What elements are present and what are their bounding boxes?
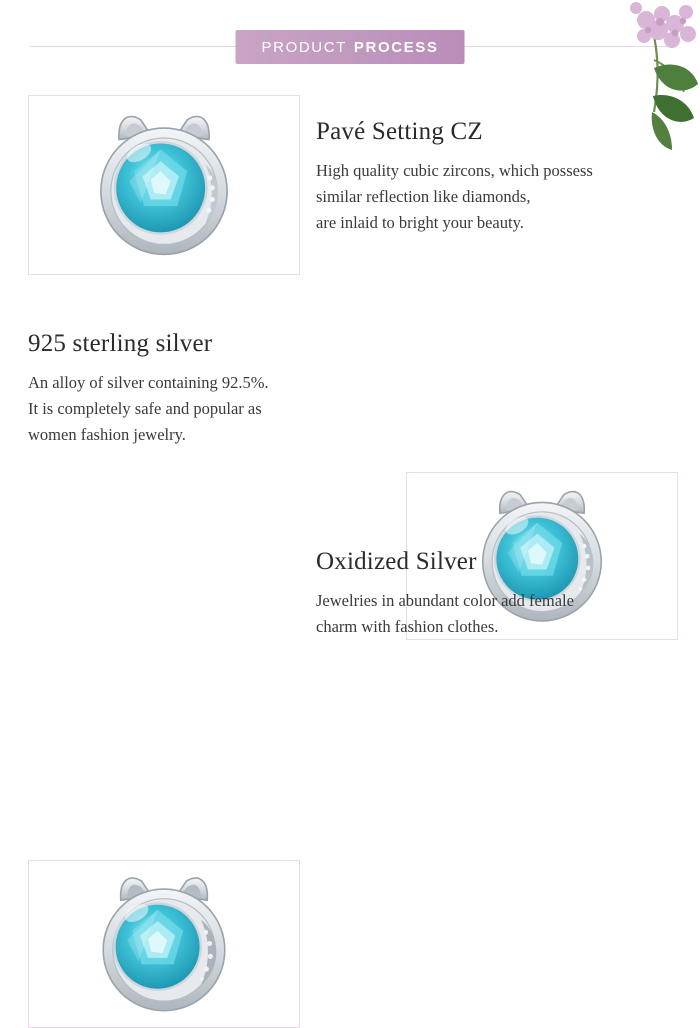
- section-line: It is completely safe and popular as: [28, 399, 262, 418]
- cat-charm-bead-icon: [80, 102, 248, 269]
- header-title-light: PRODUCT: [261, 38, 347, 56]
- section-925-sterling-silver: [28, 330, 388, 448]
- section-line: are inlaid to bright your beauty.: [316, 213, 524, 232]
- section-title: Pavé Setting CZ: [316, 118, 483, 145]
- header-banner: [236, 30, 465, 64]
- header-title-bold: PROCESS: [353, 38, 439, 56]
- section-pave-setting-cz: [316, 118, 686, 236]
- section-title: Oxidized Silver: [316, 548, 477, 575]
- section-line: An alloy of silver containing 92.5%.: [28, 373, 269, 392]
- section-line: charm with fashion clothes.: [316, 617, 499, 636]
- section-line: Jewelries in abundant color add female: [316, 591, 574, 610]
- section-line: similar reflection like diamonds,: [316, 187, 531, 206]
- cat-charm-bead-icon: [84, 864, 244, 1025]
- product-photo-3: [28, 860, 300, 1028]
- product-photo-1: [28, 95, 300, 275]
- section-title: 925 sterling silver: [28, 330, 213, 357]
- section-line: High quality cubic zircons, which possess: [316, 161, 593, 180]
- section-oxidized-silver: [316, 548, 686, 640]
- section-line: women fashion jewelry.: [28, 425, 186, 444]
- page-header: [0, 30, 700, 64]
